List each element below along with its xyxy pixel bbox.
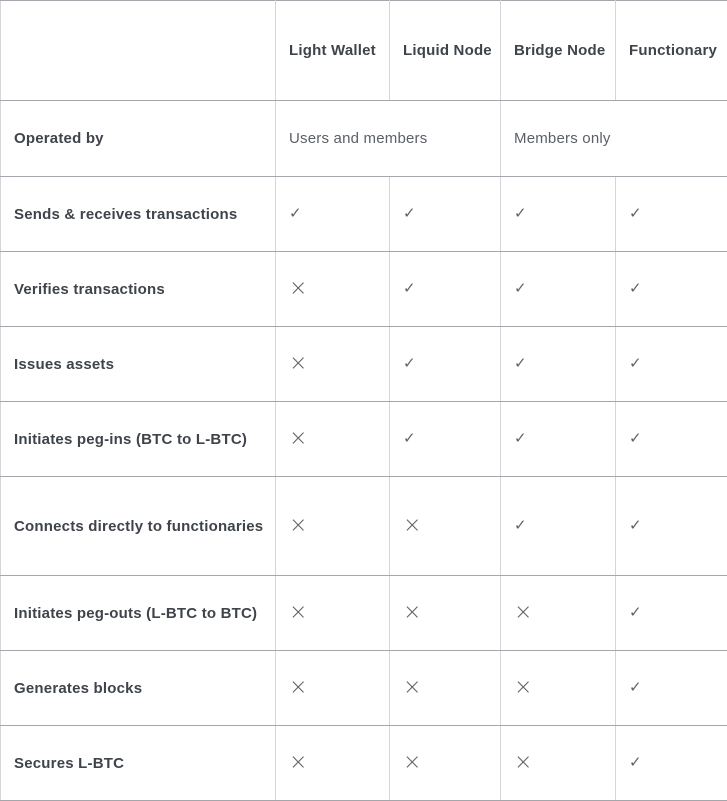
column-header-liquid-node: Liquid Node [390,1,501,101]
check-icon: ✓ [629,518,642,533]
check-icon: ✓ [403,431,416,446]
table-row [1,252,727,327]
table-row [1,726,727,801]
cross-icon: × [514,602,532,624]
row-label-issues-assets: Issues assets [1,327,276,402]
check-icon: ✓ [629,206,642,221]
cross-icon: × [289,278,307,300]
check-icon: ✓ [629,605,642,620]
cross-icon: × [514,677,532,699]
check-icon: ✓ [514,206,527,221]
cross-icon: × [403,602,421,624]
header-row [1,1,727,101]
table-row [1,651,727,726]
check-icon: ✓ [403,356,416,371]
row-label-generates-blocks: Generates blocks [1,651,276,726]
operated-by-row [1,101,727,177]
check-icon: ✓ [514,356,527,371]
check-icon: ✓ [514,281,527,296]
row-label-secures-l-btc: Secures L-BTC [1,726,276,801]
table-row [1,327,727,402]
cross-icon: × [289,353,307,375]
check-icon: ✓ [514,431,527,446]
check-icon: ✓ [629,356,642,371]
column-header-light-wallet: Light Wallet [276,1,390,101]
check-icon: ✓ [403,281,416,296]
column-header-functionary: Functionary [616,1,727,101]
row-label-sends-receives: Sends & receives transactions [1,177,276,252]
cross-icon: × [403,677,421,699]
check-icon: ✓ [629,755,642,770]
row-label-initiates-peg-outs: Initiates peg-outs (L-BTC to BTC) [1,576,276,651]
check-icon: ✓ [629,281,642,296]
table-row [1,576,727,651]
table-row [1,402,727,477]
check-icon: ✓ [629,680,642,695]
operated-by-users-and-members: Users and members [276,101,501,177]
operated-by-members-only: Members only [501,101,727,177]
cross-icon: × [289,515,307,537]
header-empty-cell [1,1,276,101]
table-row [1,477,727,576]
cross-icon: × [514,752,532,774]
table-row [1,177,727,252]
cross-icon: × [289,602,307,624]
column-header-bridge-node: Bridge Node [501,1,616,101]
cross-icon: × [403,515,421,537]
check-icon: ✓ [403,206,416,221]
cross-icon: × [289,428,307,450]
check-icon: ✓ [514,518,527,533]
row-label-operated-by: Operated by [1,101,276,177]
row-label-initiates-peg-ins: Initiates peg-ins (BTC to L-BTC) [1,402,276,477]
check-icon: ✓ [629,431,642,446]
check-icon: ✓ [289,206,302,221]
row-label-connects-functionaries: Connects directly to functionaries [1,477,276,576]
row-label-verifies-transactions: Verifies transactions [1,252,276,327]
cross-icon: × [289,677,307,699]
cross-icon: × [403,752,421,774]
cross-icon: × [289,752,307,774]
